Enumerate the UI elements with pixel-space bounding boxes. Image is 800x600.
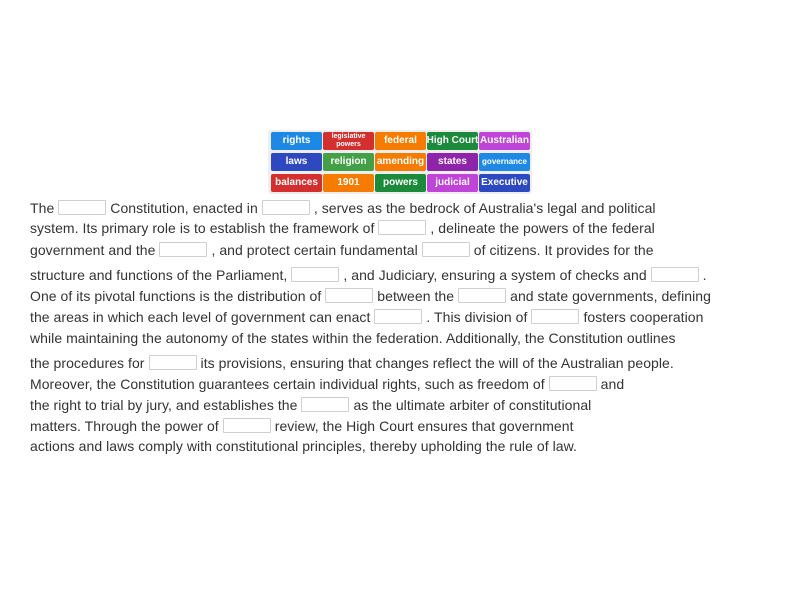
passage-text: , delineate the powers of the federal	[430, 220, 655, 236]
passage-line	[30, 395, 591, 415]
passage-text: The	[30, 200, 55, 216]
passage-text: of citizens. It provides for the	[473, 242, 654, 258]
passage-text: the procedures for	[30, 355, 145, 371]
passage-text: fosters cooperation	[583, 309, 704, 325]
blank-13[interactable]	[549, 376, 597, 391]
passage-text: actions and laws comply with constitutional principles, thereby upholding the rule of law.	[30, 438, 577, 454]
word-tile-balances[interactable]: balances	[271, 174, 322, 192]
word-tile-legislative-powers[interactable]: legislative powers	[323, 132, 374, 150]
passage-text: , serves as the bedrock of Australia's legal and political	[313, 200, 656, 216]
blank-10[interactable]	[374, 309, 422, 324]
passage-line	[30, 286, 711, 306]
word-tile-1901[interactable]: 1901	[323, 174, 374, 192]
blank-4[interactable]	[159, 242, 207, 257]
word-tile-amending[interactable]: amending	[375, 153, 426, 171]
word-bank	[268, 130, 532, 194]
passage-line	[30, 307, 703, 327]
blank-8[interactable]	[325, 288, 373, 303]
passage-text: , and Judiciary, ensuring a system of checks and	[343, 267, 647, 283]
passage-line	[30, 328, 676, 348]
passage-text: as the ultimate arbiter of constitutional	[353, 397, 592, 413]
passage-text: Constitution, enacted in	[110, 200, 258, 216]
passage-line	[30, 353, 674, 373]
passage-text: review, the High Court ensures that government	[274, 418, 574, 434]
passage-text: the right to trial by jury, and establishes the	[30, 397, 298, 413]
passage-text: matters. Through the power of	[30, 418, 219, 434]
blank-11[interactable]	[531, 309, 579, 324]
word-tile-judicial[interactable]: judicial	[427, 174, 478, 192]
word-tile-federal[interactable]: federal	[375, 132, 426, 150]
blank-7[interactable]	[651, 267, 699, 282]
blank-1[interactable]	[58, 200, 106, 215]
passage-text: , and protect certain fundamental	[211, 242, 418, 258]
passage-line	[30, 416, 574, 436]
passage-text: .	[702, 267, 707, 283]
passage-text: the areas in which each level of government can enact	[30, 309, 371, 325]
word-tile-executive[interactable]: Executive	[479, 174, 530, 192]
blank-2[interactable]	[262, 200, 310, 215]
blank-5[interactable]	[422, 242, 470, 257]
passage-text: government and the	[30, 242, 156, 258]
passage-text: Moreover, the Constitution guarantees certain individual rights, such as freedom of	[30, 376, 545, 392]
word-tile-governance[interactable]: governance	[479, 153, 530, 171]
passage-line	[30, 265, 707, 285]
blank-15[interactable]	[223, 418, 271, 433]
passage-line	[30, 240, 654, 260]
word-tile-religion[interactable]: religion	[323, 153, 374, 171]
word-tile-powers[interactable]: powers	[375, 174, 426, 192]
passage-text: system. Its primary role is to establish the framework of	[30, 220, 375, 236]
word-tile-australian[interactable]: Australian	[479, 132, 530, 150]
blank-6[interactable]	[291, 267, 339, 282]
passage-text: and state governments, defining	[510, 288, 711, 304]
word-tile-laws[interactable]: laws	[271, 153, 322, 171]
passage-line	[30, 436, 577, 456]
blank-3[interactable]	[378, 220, 426, 235]
word-tile-high-court[interactable]: High Court	[427, 132, 478, 150]
passage-text: while maintaining the autonomy of the states within the federation. Additionally, the Constitution outlines	[30, 330, 676, 346]
blank-12[interactable]	[149, 355, 197, 370]
passage-line	[30, 374, 624, 394]
word-tile-states[interactable]: states	[427, 153, 478, 171]
word-tile-rights[interactable]: rights	[271, 132, 322, 150]
passage-text: its provisions, ensuring that changes reflect the will of the Australian people.	[200, 355, 674, 371]
passage-text: between the	[377, 288, 455, 304]
blank-14[interactable]	[301, 397, 349, 412]
passage-text: structure and functions of the Parliament,	[30, 267, 288, 283]
blank-9[interactable]	[458, 288, 506, 303]
passage-text: . This division of	[426, 309, 528, 325]
passage-line	[30, 218, 655, 238]
passage-text: and	[600, 376, 625, 392]
passage-line	[30, 198, 656, 218]
passage-text: One of its pivotal functions is the distribution of	[30, 288, 322, 304]
